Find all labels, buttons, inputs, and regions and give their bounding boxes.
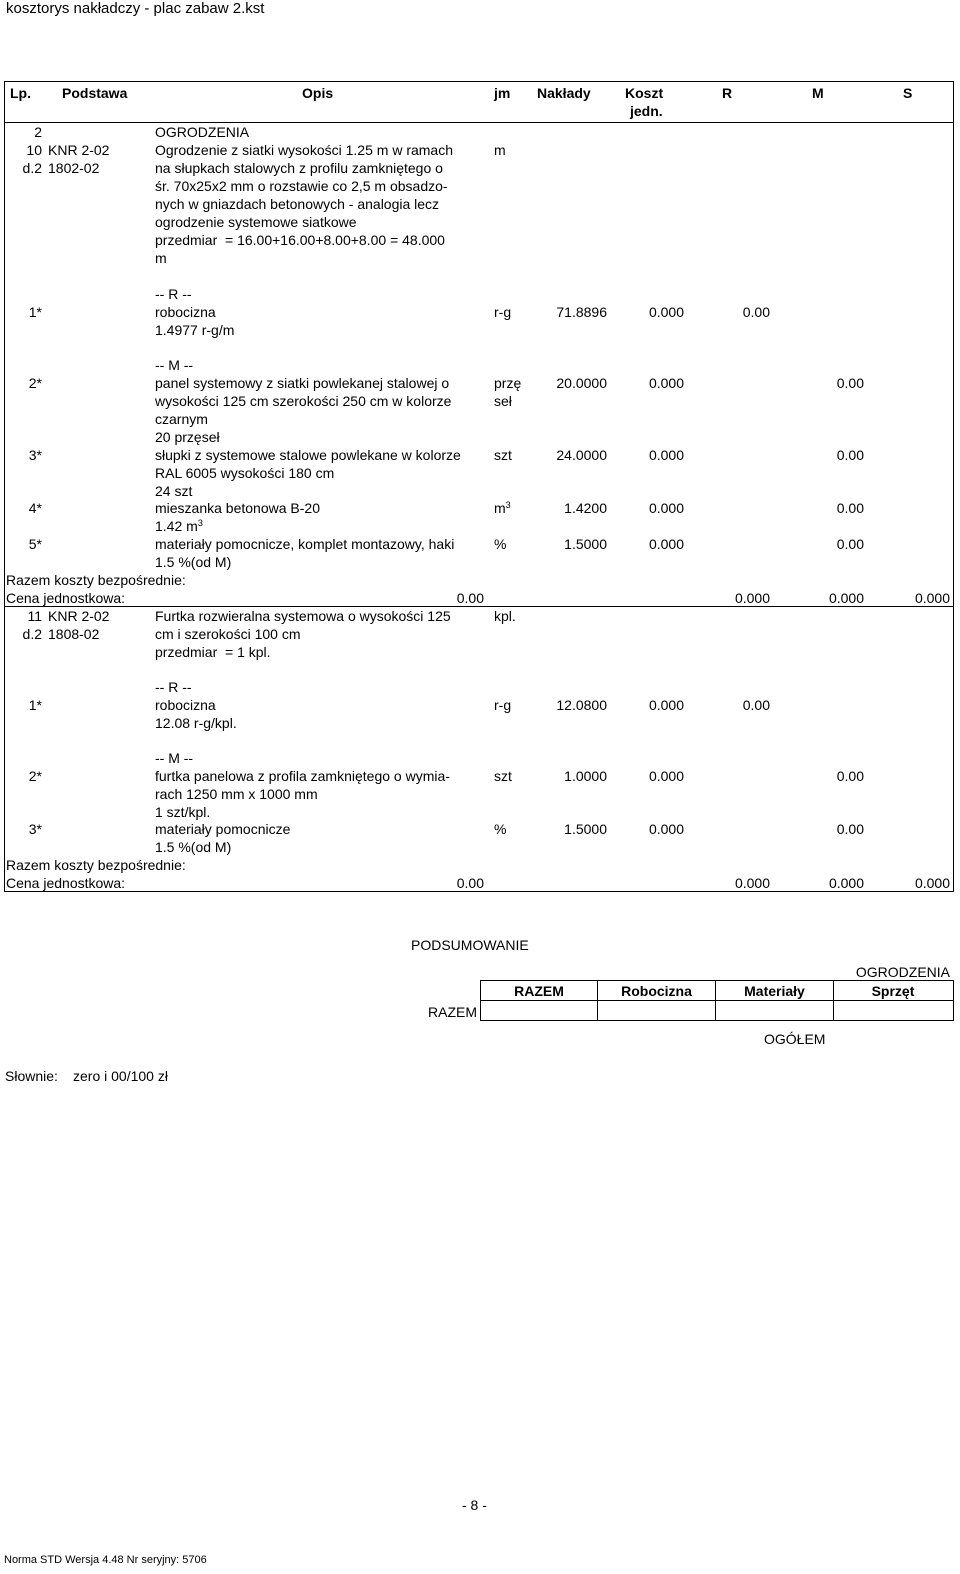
pos-description: cm i szerokości 100 cm (155, 626, 301, 642)
pos-basis: KNR 2-02 (48, 142, 110, 158)
col-s: S (903, 85, 913, 101)
col-lp: Lp. (10, 85, 31, 101)
pos-quantity: przedmiar = 16.00+16.00+8.00+8.00 = 48.000 (155, 232, 445, 248)
pos-description: na słupkach stalowych z profilu zamkniętego o (155, 160, 443, 176)
summary-section-name: OGRODZENIA (855, 964, 950, 980)
pos-basis-code: 1802-02 (48, 160, 100, 176)
pos-basis: KNR 2-02 (48, 608, 110, 624)
summary-col-robocizna: Robocizna (621, 983, 692, 999)
col-koszt: Koszt (625, 85, 664, 101)
pos-description: nych w gniazdach betonowych - analogia lecz (155, 196, 440, 212)
pos-description: Ogrodzenie z siatki wysokości 1.25 m w ramach (155, 142, 453, 158)
col-r: R (722, 85, 733, 101)
group-r-heading: -- R -- (155, 679, 192, 695)
summary-col-sprzet: Sprzęt (871, 983, 915, 999)
pos-basis-code: 1808-02 (48, 626, 100, 642)
summary-title: PODSUMOWANIE (411, 937, 529, 953)
pos-number-sub: d.2 (22, 160, 42, 176)
group-m-heading: -- M -- (155, 750, 194, 766)
col-naklady: Nakłady (537, 85, 591, 101)
group-r-heading: -- R -- (155, 286, 192, 302)
pos-description: Furtka rozwieralna systemowa o wysokości 125 (155, 608, 451, 624)
pos-number: 11 (27, 608, 42, 624)
footer-text: Norma STD Wersja 4.48 Nr seryjny: 5706 (4, 1554, 207, 1566)
summary-col-materialy: Materiały (744, 983, 805, 999)
direct-costs-label: Razem koszty bezpośrednie: (6, 572, 186, 588)
pos-quantity: przedmiar = 1 kpl. (155, 644, 271, 660)
col-koszt-sub: jedn. (630, 103, 663, 119)
summary-col-razem: RAZEM (514, 983, 564, 999)
pos-description: śr. 70x25x2 mm o rozstawie co 2,5 m obsadzo- (155, 178, 448, 194)
summary-total-label: OGÓŁEM (764, 1031, 826, 1047)
file-title: kosztorys nakładczy - plac zabaw 2.kst (6, 0, 265, 17)
col-opis: Opis (302, 85, 334, 101)
direct-costs-label: Razem koszty bezpośrednie: (6, 857, 186, 873)
col-m: M (812, 85, 824, 101)
group-m-heading: -- M -- (155, 357, 194, 373)
pos-unit: m (494, 142, 506, 158)
summary-row-label: RAZEM (428, 1004, 477, 1020)
pos-description: ogrodzenie systemowe siatkowe (155, 214, 357, 230)
pos-number: 10 (26, 142, 42, 158)
section-title: OGRODZENIA (155, 124, 250, 140)
col-podstawa: Podstawa (62, 85, 128, 101)
pos-number-sub: d.2 (22, 626, 42, 642)
page-number: - 8 - (462, 1497, 487, 1513)
col-jm: jm (494, 85, 511, 101)
pos-unit: kpl. (494, 608, 516, 624)
pos-quantity-unit: m (155, 250, 167, 266)
section-number: 2 (34, 124, 42, 140)
words-value: zero i 00/100 zł (73, 1068, 168, 1084)
words-label: Słownie: (5, 1068, 58, 1084)
